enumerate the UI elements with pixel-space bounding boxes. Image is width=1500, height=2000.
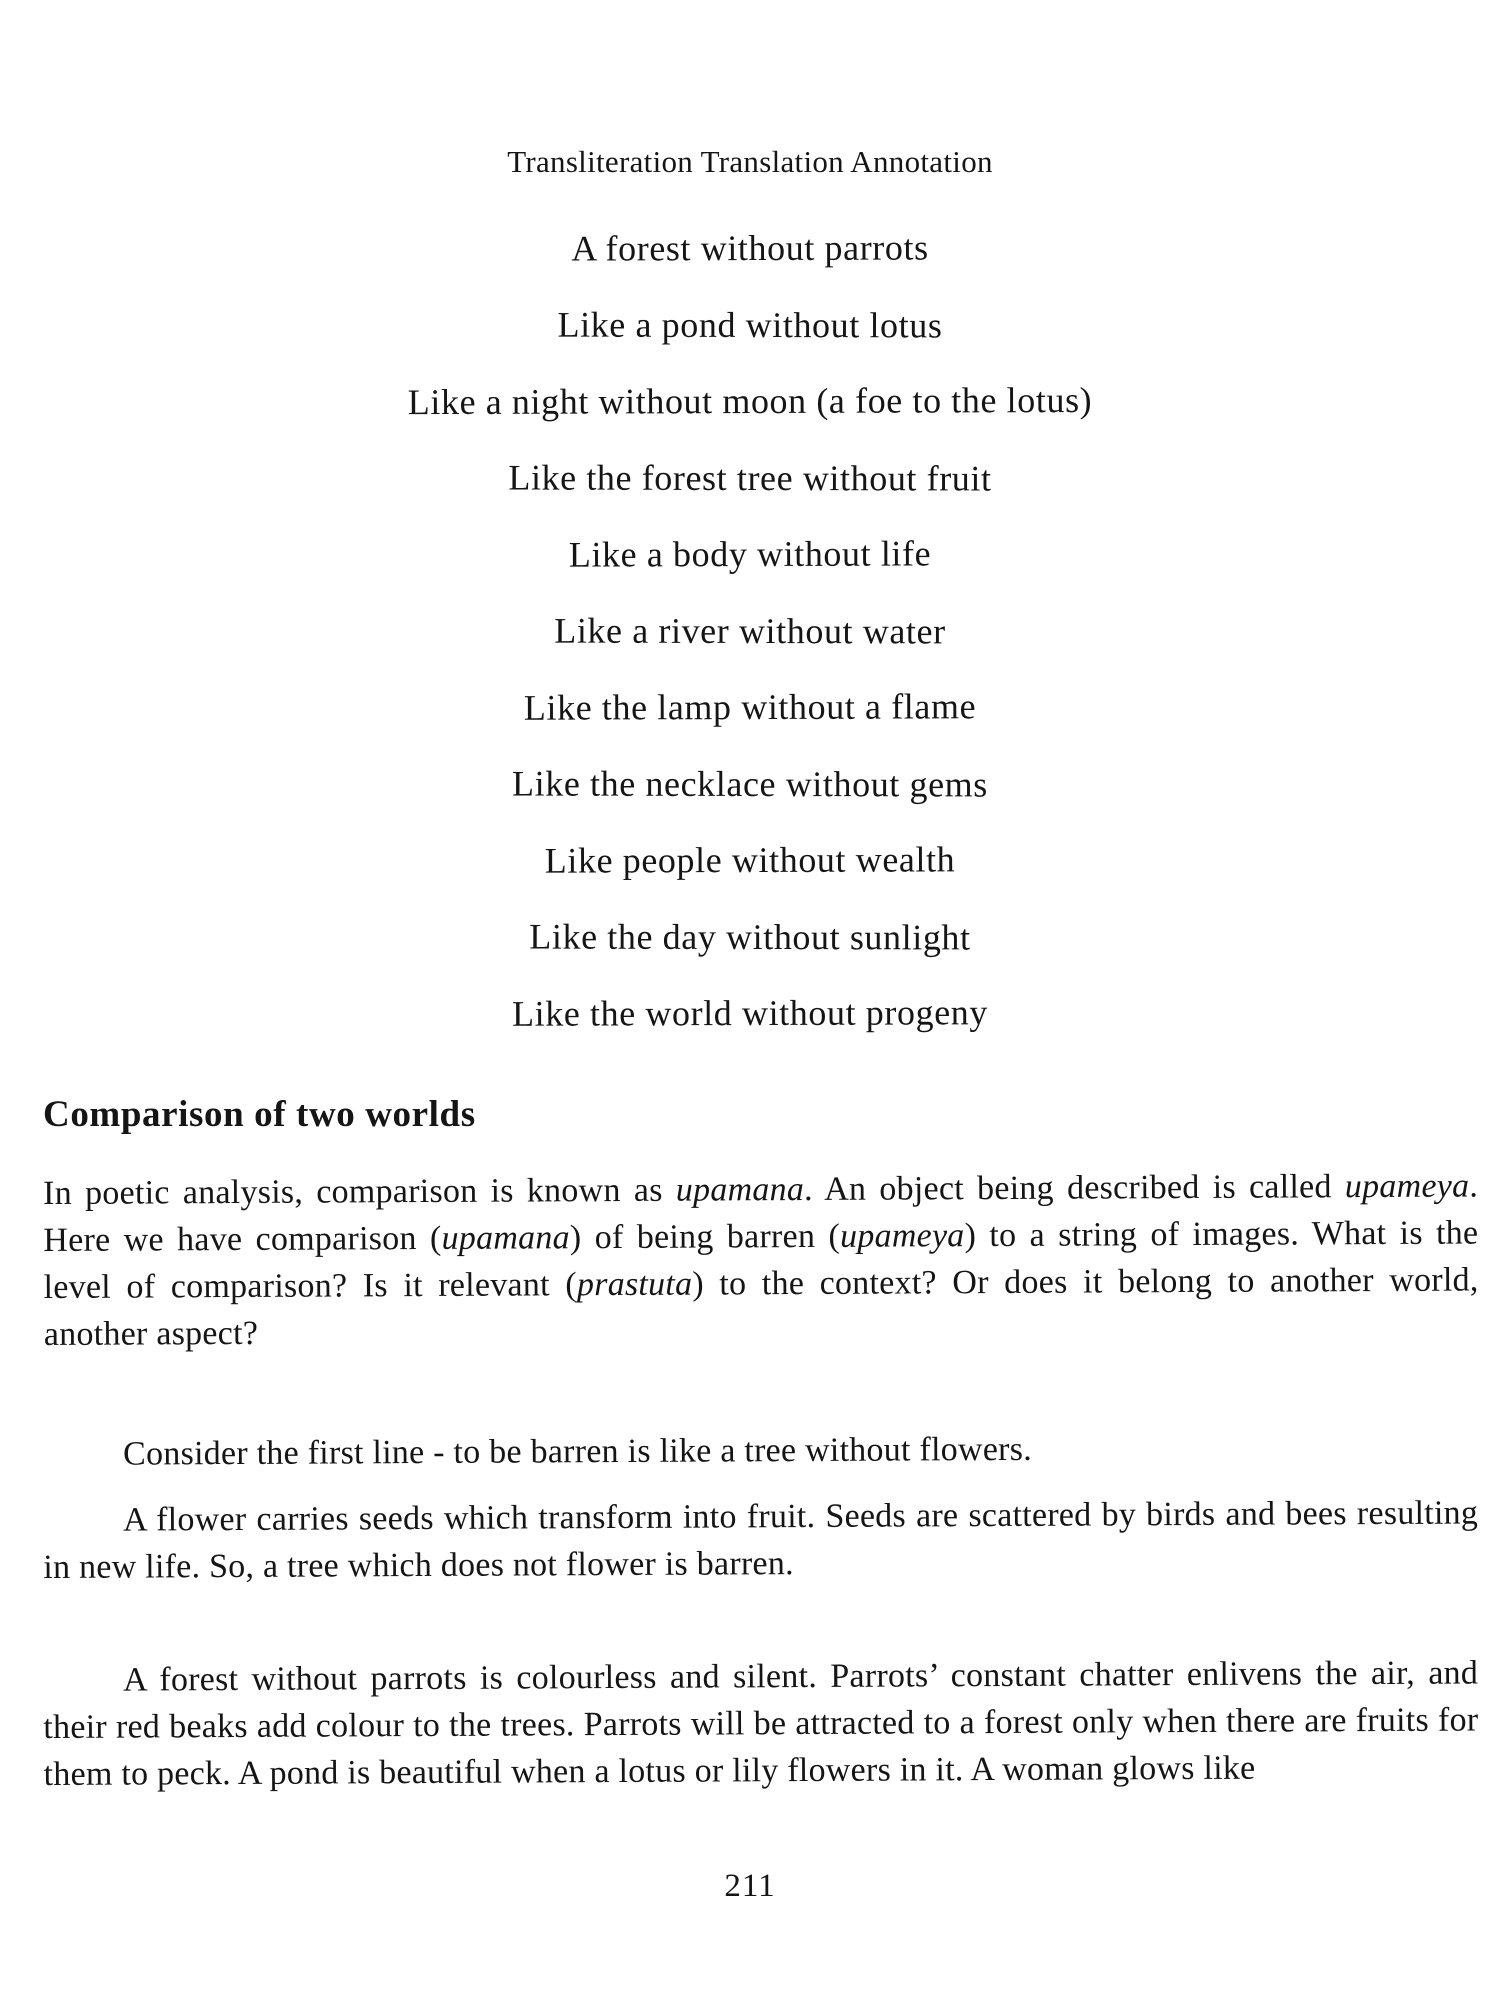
italic-term: upameya [839,1217,965,1255]
text-run: ) to a string of images. What is the level of comparison? Is it relevant ( [43,1214,1479,1306]
italic-term: prastuta [576,1265,693,1304]
italic-term: upameya [1344,1167,1470,1206]
text-run: ) to the context? Or does it belong to another world, another aspect? [43,1261,1479,1353]
text-run: . An object being described is called [804,1168,1345,1209]
paragraph-first-line: Consider the first line - to be barren is like a tree without flowers. [123,1430,1033,1473]
paragraph-upamana [43,1162,1479,1358]
text-run: In poetic analysis, comparison is known as [43,1171,676,1212]
poem-line: Like the necklace without gems [512,763,988,804]
paragraph-parrots: A forest without parrots is colourless and silent. Parrots’ constant chatter enlivens the air, and their red beaks add colour to the trees. Parrots will be attracted to a forest only when there are fruits for them to peck. A pond is beautiful when a lotus or lily flowers in it. A woman glows like [43,1654,1479,1793]
page-number: 211 [724,1868,776,1904]
poem-line: Like the day without sunlight [529,916,971,957]
paragraph-flower-seeds: A flower carries seeds which transform into fruit. Seeds are scattered by birds and bees resulting in new life. So, a tree which does not flower is barren. [43,1494,1479,1586]
poem-verse [0,210,1500,1052]
text-run: ) of being barren ( [569,1217,841,1257]
poem-line: Like the lamp without a flame [523,686,977,728]
italic-term: upamana [441,1219,570,1257]
poem-line: Like the forest tree without fruit [508,456,992,499]
text-run: . Here we have comparison ( [43,1167,1479,1259]
poem-line: Like people without wealth [544,839,956,881]
poem-line: Like the world without progeny [511,992,989,1034]
poem-line: A forest without parrots [571,227,929,269]
italic-term: upamana [675,1171,805,1209]
running-head: Transliteration Translation Annotation [507,144,993,179]
poem-line: Like a body without life [568,533,932,575]
section-heading: Comparison of two worlds [43,1094,476,1135]
poem-line: Like a pond without lotus [557,304,943,345]
poem-line: Like a river without water [554,610,946,651]
poem-line: Like a night without moon (a foe to the lotus) [407,379,1093,423]
